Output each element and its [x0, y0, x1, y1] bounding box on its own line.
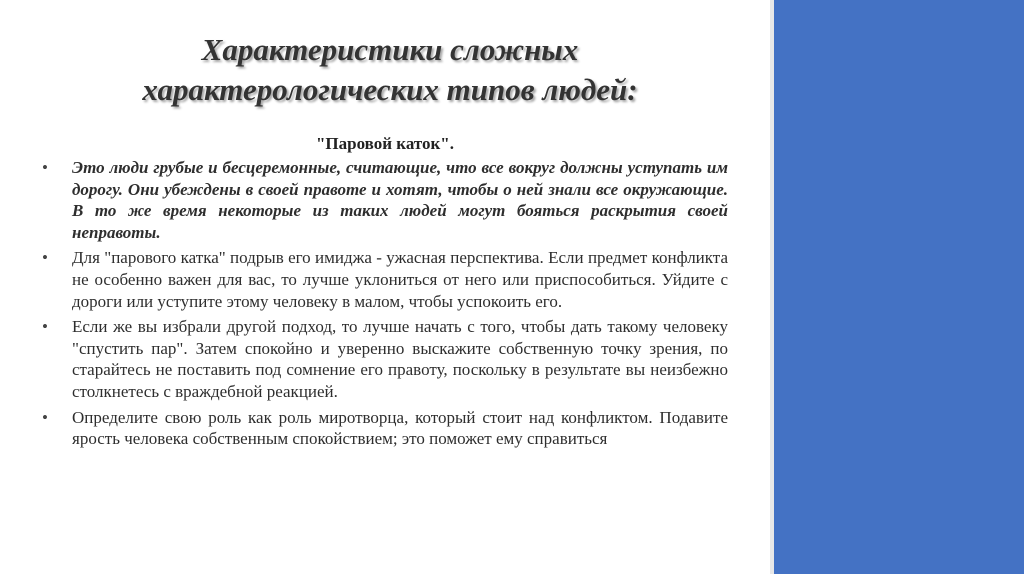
bullet-item-2 [42, 247, 728, 312]
bullet-marker: • [42, 158, 48, 177]
section-subtitle: "Паровой каток". [315, 134, 454, 153]
bullet-text: Определите свою роль как роль миротворца, который стоит над конфликтом. Подавите ярость человека собственным спокойствием; это поможет ему справиться [72, 407, 728, 449]
title-line-2: характерологических типов людей: [142, 72, 638, 107]
bullet-marker: • [42, 248, 48, 268]
bullet-marker: • [42, 317, 48, 337]
bullet-item-4 [42, 407, 728, 450]
bullet-item-3 [42, 316, 728, 402]
bullet-item-1 [42, 157, 728, 243]
side-color-panel [774, 0, 1024, 574]
bullet-text: Если же вы избрали другой подход, то лучше начать с того, чтобы дать такому человеку "спустить пар". Затем спокойно и уверенно выскажите собственную точку зрения, по старайтесь не поставить под сомнение его правоту, поскольку в результате вы неизбежно столкнетесь с враждебной реакцией. [72, 317, 728, 401]
bullet-list [42, 157, 728, 454]
title-line-1: Характеристики сложных [201, 32, 579, 67]
bullet-text: Для "парового катка" подрыв его имиджа - ужасная перспектива. Если предмет конфликта не особенно важен для вас, то лучше уклониться от него или приспособиться. Уйдите с дороги или уступите этому человеку в малом, чтобы успокоить его. [72, 248, 728, 311]
bullet-marker: • [42, 407, 48, 427]
slide-title [60, 30, 720, 110]
bullet-text: Это люди грубые и бесцеремонные, считающие, что все вокруг должны уступать им дорогу. Они убеждены в своей правоте и хотят, чтобы о ней знали все окружающие. В то же время некоторые из таких людей могут бояться раскрытия своей неправоты. [72, 158, 728, 242]
